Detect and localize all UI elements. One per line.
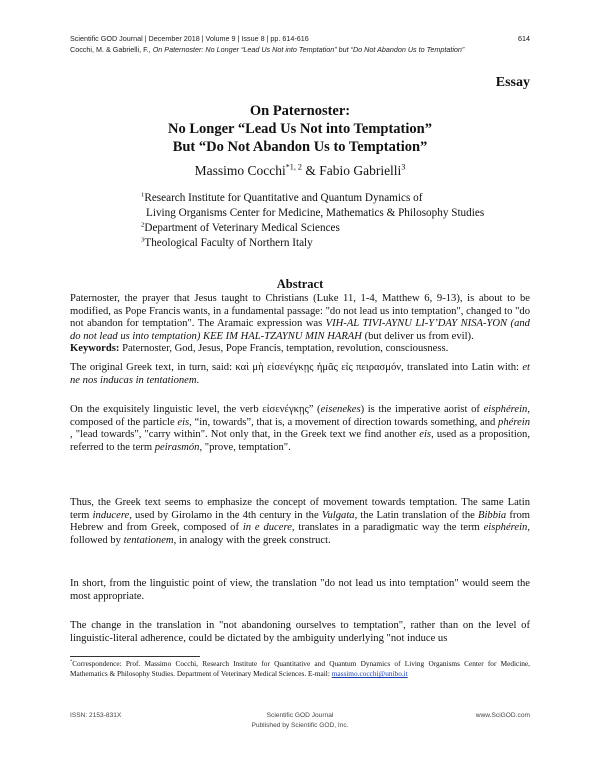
article-type-label: Essay: [495, 75, 530, 90]
text-run: from Hebrew and from Greek, composed of: [70, 509, 530, 534]
term: eis: [419, 429, 432, 441]
affiliation-text: Research Institute for Quantitative and Quantum Dynamics of: [144, 192, 423, 204]
running-header-journal: [70, 34, 530, 43]
keywords-label: Keywords:: [70, 343, 120, 354]
affiliation-text: Department of Veterinary Medical Sciences: [144, 222, 340, 234]
text-run: , used as a proposition, referred to the term: [70, 429, 530, 453]
author-join: &: [301, 163, 320, 178]
term: eisenekes: [320, 404, 361, 415]
journal-issue-info: Scientific GOD Journal | December 2018 | Volume 9 | Issue 8 | pp. 614-616: [70, 34, 309, 43]
footnote: [70, 659, 530, 679]
latin-phrase: et ne nos inducas in tentationem: [70, 362, 530, 386]
affiliation-1-continued: [146, 207, 484, 219]
author-line: [0, 163, 600, 179]
term: Bibbia: [477, 509, 507, 521]
text-run: , "lead towards", "carry within". Not only that, in the Greek text we find another: [70, 429, 420, 441]
footer-website[interactable]: www.SciGOD.com: [475, 712, 530, 719]
term: inducere: [92, 509, 130, 521]
footer-publisher: Published by Scientific GOD, Inc.: [251, 722, 349, 729]
footnote-text: Correspondence: Prof. Massimo Cocchi, Research Institute for Quantitative and Quantum Dynamics of Living Organisms Center for Medicine, Mathematics & Philosophy Studies. Department of Veterinary Medical Sciences. E-mail:: [70, 659, 530, 678]
body-paragraph-5: The change in the translation in "not abandoning ourselves to temptation", rather than on the level of linguistic-literal adherence, could be dictated by the ambiguity underlying "not induce us: [70, 620, 530, 644]
affiliation-2: [141, 222, 340, 234]
affiliation-number: 1: [141, 191, 145, 199]
term: tentationem: [123, 534, 174, 546]
body-paragraph-3: [70, 497, 530, 547]
text-run: , the Latin translation of the: [354, 509, 478, 521]
term: eisphérein: [483, 404, 528, 415]
author-2-affiliation: 3: [401, 162, 406, 172]
running-header-citation: [70, 45, 530, 54]
title-line-3: But “Do Not Abandon Us to Temptation”: [172, 139, 428, 155]
text-run: Thus, the Greek text seems to emphasize the concept of movement towards temptation. The same Latin term: [70, 497, 530, 521]
term: peirasmón: [154, 441, 200, 453]
abstract-part: Paternoster, the prayer that Jesus taught to Christians (Luke 11, 1-4, Matthew 6, 9-13), is about to be modified, as Pope Francis wants, in a fundamental passage: "do not lead us into temptation", changed to "do not abandon for temptation". The Aramaic expression was: [70, 293, 530, 330]
term: phérein: [498, 416, 531, 428]
text-run: ) is the imperative aorist of: [360, 404, 484, 415]
affiliation-number: 2: [141, 221, 145, 229]
text-run: On the exquisitely linguistic level, the verb εἰσενέγκῃς” (: [70, 404, 321, 415]
abstract-text: [70, 293, 530, 343]
abstract-heading: Abstract: [276, 277, 324, 291]
text-run: , translates in a paradigmatic way the term: [291, 522, 484, 534]
text-run: , used by Girolamo in the 4th century in the: [129, 509, 322, 521]
header-page-range: 614: [518, 34, 530, 43]
term: Vulgata: [321, 509, 355, 521]
text-run: , “in, towards”, that is, a movement of direction towards something, and: [189, 416, 499, 428]
keywords: [70, 343, 530, 356]
abstract-part: (but deliver us from evil).: [361, 330, 474, 342]
text-run: .: [196, 374, 200, 386]
text-run: The original Greek text, in turn, said: καὶ μὴ εἰσενέγκῃς ἡμᾶς εἰς πειρασμόν, translated into Latin with:: [70, 362, 523, 373]
author-2: Fabio Gabrielli: [319, 163, 402, 178]
body-paragraph-1: [70, 362, 530, 387]
affiliation-number: 3: [141, 236, 145, 244]
email-link[interactable]: massimo.cocchi@unibo.it: [331, 669, 408, 678]
term: eis: [177, 416, 190, 428]
affiliation-text: Theological Faculty of Northern Italy: [144, 237, 313, 249]
keywords-list: Paternoster, God, Jesus, Pope Francis, temptation, revolution, consciousness.: [119, 343, 449, 354]
affiliation-3: [141, 237, 313, 249]
affiliation-text: Living Organisms Center for Medicine, Mathematics & Philosophy Studies: [146, 207, 485, 219]
body-paragraph-4: In short, from the linguistic point of view, the translation "do not lead us into temptation" would seem the most appropriate.: [70, 578, 530, 602]
author-1: Massimo Cocchi: [194, 163, 286, 178]
footnote-divider: [70, 656, 200, 657]
footer-journal: Scientific GOD Journal: [266, 712, 334, 719]
text-run: , in analogy with the greek construct.: [173, 534, 331, 546]
citation-authors: Cocchi, M. & Gabrielli, F.,: [70, 45, 153, 54]
citation-title: On Paternoster: No Longer “Lead Us Not into Temptation” but “Do Not Abandon Us to Temptation”: [152, 45, 465, 54]
affiliation-1: [141, 192, 422, 204]
text-run: , "prove, temptation".: [199, 441, 291, 453]
author-1-affiliation: *1, 2: [285, 162, 302, 172]
title-line-2: No Longer “Lead Us Not into Temptation”: [168, 121, 432, 137]
text-run: , composed of the particle: [70, 404, 530, 428]
term: in e ducere: [242, 522, 292, 534]
text-run: , followed by: [70, 522, 530, 546]
title-line-1: On Paternoster:: [249, 103, 351, 119]
footnote-mark: *: [70, 658, 73, 664]
term: eisphérein: [483, 522, 528, 534]
footer-issn: ISSN: 2153-831X: [70, 712, 122, 719]
abstract-aramaic: VIH-AL TIVI-AYNU LI-Y’DAY NISA-YON (and do not lead us into temptation) KEE IM HAL-TZAYNU MIN HARAH: [70, 318, 530, 342]
body-paragraph-2: [70, 404, 530, 454]
